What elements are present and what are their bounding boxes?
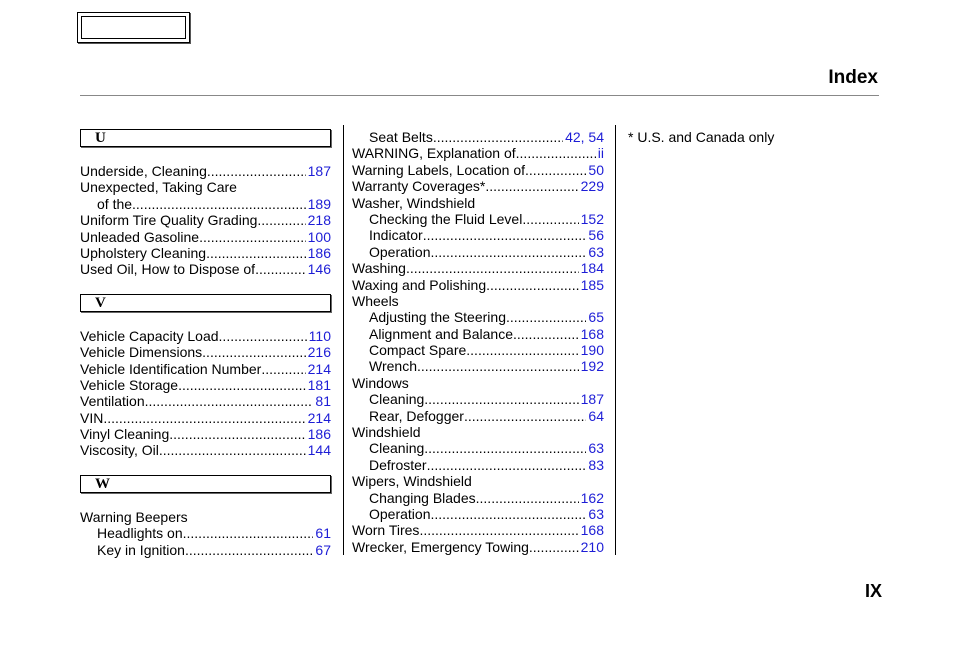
section-gap [80, 459, 331, 475]
index-heading: Warning Beepers [80, 508, 188, 525]
entry-label: Upholstery Cleaning [80, 244, 207, 261]
entry-label: Indicator [369, 227, 423, 244]
dot-leader [424, 391, 578, 407]
index-entry[interactable] [352, 145, 604, 161]
page-link[interactable]: 187 [307, 163, 331, 179]
dot-leader [476, 490, 579, 506]
entry-label: Headlights on [97, 525, 183, 542]
entry-label: Used Oil, How to Dispose of [80, 261, 256, 278]
page-link[interactable]: 63 [588, 243, 604, 260]
page-link[interactable]: 184 [580, 260, 604, 277]
page-title: Index [828, 67, 878, 88]
dot-leader [185, 542, 313, 558]
page-link[interactable]: 144 [307, 442, 331, 459]
dot-leader [103, 410, 305, 426]
dot-leader [430, 244, 586, 260]
page-link[interactable]: 187 [580, 391, 604, 408]
entry-label: Unleaded Gasoline [80, 228, 200, 245]
entry-label: Operation [369, 505, 431, 522]
entry-label: Alignment and Balance [369, 325, 513, 342]
section-letter-w: W [80, 475, 331, 493]
index-entry[interactable] [80, 163, 331, 179]
page-link[interactable]: 110 [308, 327, 331, 344]
entry-label: Defroster [369, 456, 427, 473]
dot-leader [159, 442, 306, 458]
page-link[interactable]: 64 [588, 407, 604, 424]
dot-leader [417, 358, 579, 374]
page-link[interactable]: 50 [588, 161, 604, 178]
header-rule [80, 95, 879, 96]
footnote: * U.S. and Canada only [628, 129, 775, 145]
page-link[interactable]: 83 [588, 456, 604, 473]
page-link[interactable]: 146 [307, 261, 331, 278]
page-link[interactable]: 218 [307, 212, 331, 229]
entry-label: Cleaning [369, 440, 425, 457]
dot-leader [199, 229, 306, 245]
entry-label: Wrecker, Emergency Towing [352, 538, 529, 555]
section-tab-inner [81, 16, 186, 39]
section-tab-box [77, 12, 190, 43]
dot-leader [257, 212, 305, 228]
page-link[interactable]: 216 [307, 344, 331, 361]
index-entry[interactable] [352, 522, 604, 538]
page-link[interactable]: 152 [580, 210, 604, 227]
entry-label: Washing [352, 260, 406, 277]
dot-leader [464, 408, 586, 424]
index-entry[interactable] [80, 442, 331, 458]
dot-leader [529, 539, 579, 555]
index-entry[interactable] [352, 440, 604, 456]
entry-label: Key in Ignition [97, 541, 185, 558]
index-entry[interactable] [352, 162, 604, 178]
index-entry[interactable] [352, 129, 604, 145]
index-column-2 [352, 129, 604, 555]
entry-label: Vehicle Identification Number [80, 360, 262, 377]
index-entry[interactable] [352, 457, 604, 473]
entry-label: Waxing and Polishing [352, 276, 487, 293]
index-entry[interactable] [80, 344, 331, 360]
entry-label: Operation [369, 243, 431, 260]
index-entry[interactable] [352, 490, 604, 506]
dot-leader [132, 196, 306, 212]
index-entry[interactable] [80, 410, 331, 426]
page-link[interactable]: 61 [315, 525, 331, 542]
page-link[interactable]: 42, 54 [565, 129, 604, 145]
index-heading: Windows [352, 374, 409, 391]
index-heading: Washer, Windshield [352, 194, 476, 211]
index-entry[interactable] [80, 328, 331, 344]
index-column-3 [628, 129, 878, 145]
index-entry[interactable] [352, 539, 604, 555]
section-gap [80, 278, 331, 294]
page-link[interactable]: 100 [307, 228, 331, 245]
dot-leader [406, 260, 579, 276]
dot-leader [506, 309, 586, 325]
page-link[interactable]: 63 [588, 505, 604, 522]
index-entry[interactable] [352, 178, 604, 194]
entry-label: Vehicle Storage [80, 376, 179, 393]
index-entry[interactable] [80, 426, 331, 442]
page-link[interactable]: 63 [588, 440, 604, 457]
index-entry[interactable] [352, 358, 604, 374]
index-entry[interactable] [80, 245, 331, 261]
entry-label: Vehicle Capacity Load [80, 327, 219, 344]
index-entry[interactable] [352, 408, 604, 424]
page-link[interactable]: 67 [315, 541, 331, 558]
page-link[interactable]: 162 [580, 489, 604, 506]
index-entry[interactable] [80, 261, 331, 277]
dot-leader [169, 426, 305, 442]
entry-label: Compact Spare [369, 342, 467, 359]
index-entry[interactable] [80, 393, 331, 409]
dot-leader [466, 342, 578, 358]
dot-leader [255, 261, 306, 277]
dot-leader [486, 277, 579, 293]
page-link[interactable]: 56 [588, 227, 604, 244]
index-entry[interactable] [352, 211, 604, 227]
index-entry[interactable] [352, 244, 604, 260]
index-entry[interactable] [80, 525, 331, 541]
page-link[interactable]: 214 [307, 360, 331, 377]
dot-leader [513, 326, 579, 342]
column-divider [615, 125, 616, 555]
index-entry[interactable] [80, 377, 331, 393]
page-link[interactable]: 65 [588, 309, 604, 326]
index-entry[interactable] [352, 227, 604, 243]
entry-label: Seat Belts [369, 129, 433, 145]
section-letter-u: U [80, 129, 331, 147]
dot-leader [427, 457, 587, 473]
index-entry[interactable] [352, 342, 604, 358]
page-link[interactable]: 81 [315, 393, 331, 410]
dot-leader [183, 525, 314, 541]
page-link[interactable]: 186 [307, 244, 331, 261]
entry-label: of the [97, 195, 133, 212]
index-entry[interactable] [80, 229, 331, 245]
page-link[interactable]: 168 [580, 325, 604, 342]
index-entry[interactable] [352, 326, 604, 342]
dot-leader [516, 145, 596, 161]
page-link[interactable]: 189 [307, 195, 331, 212]
page-link[interactable]: 192 [580, 358, 604, 375]
index-entry[interactable] [352, 260, 604, 276]
entry-label: Uniform Tire Quality Grading [80, 212, 258, 229]
entry-label: Checking the Fluid Level [369, 210, 523, 227]
index-heading: Windshield [352, 424, 421, 441]
page-link[interactable]: 229 [580, 178, 604, 195]
page-link[interactable]: 210 [580, 538, 604, 555]
entry-label: Wrench [369, 358, 417, 375]
dot-leader [433, 129, 563, 145]
index-column-1 [80, 129, 331, 558]
entry-label: Vinyl Cleaning [80, 426, 170, 443]
dot-leader [207, 163, 306, 179]
entry-label: Rear, Defogger [369, 407, 464, 424]
page-link[interactable]: ii [597, 145, 604, 162]
page-link[interactable]: 185 [580, 276, 604, 293]
entry-label: VIN [80, 409, 104, 426]
section-letter-v: V [80, 294, 331, 312]
index-entry[interactable] [352, 277, 604, 293]
index-entry[interactable] [352, 391, 604, 407]
index-heading: Wipers, Windshield [352, 473, 472, 490]
page-number: IX [864, 581, 882, 601]
page-link[interactable]: 181 [307, 376, 331, 393]
dot-leader [522, 211, 578, 227]
index-entry[interactable] [352, 309, 604, 325]
index-entry[interactable] [352, 506, 604, 522]
entry-label: Cleaning [369, 391, 425, 408]
entry-label: Warranty Coverages* [352, 178, 486, 195]
dot-leader [419, 522, 578, 538]
dot-leader [423, 227, 587, 243]
page-link[interactable]: 186 [307, 426, 331, 443]
index-entry[interactable] [80, 212, 331, 228]
dot-leader [485, 178, 578, 194]
dot-leader [525, 162, 586, 178]
dot-leader [424, 440, 586, 456]
entry-label: Warning Labels, Location of [352, 161, 526, 178]
dot-leader [178, 377, 306, 393]
entry-label: WARNING, Explanation of [352, 145, 516, 162]
entry-label: Changing Blades [369, 489, 476, 506]
entry-label: Underside, Cleaning [80, 163, 207, 179]
entry-label: Ventilation [80, 393, 145, 410]
page-link[interactable]: 214 [307, 409, 331, 426]
entry-label: Viscosity, Oil [80, 442, 159, 459]
dot-leader [261, 361, 305, 377]
dot-leader [202, 344, 305, 360]
entry-label: Worn Tires [352, 522, 420, 539]
index-entry[interactable] [80, 542, 331, 558]
dot-leader [145, 393, 314, 409]
entry-label: Vehicle Dimensions [80, 344, 203, 361]
index-heading: Wheels [352, 292, 399, 309]
index-heading: Unexpected, Taking Care [80, 179, 237, 196]
index-entry[interactable] [80, 361, 331, 377]
index-entry[interactable] [80, 196, 331, 212]
dot-leader [219, 328, 307, 344]
entry-label: Adjusting the Steering [369, 309, 506, 326]
dot-leader [206, 245, 306, 261]
page-link[interactable]: 168 [580, 522, 604, 539]
dot-leader [430, 506, 586, 522]
page-link[interactable]: 190 [580, 342, 604, 359]
column-divider [343, 125, 344, 555]
